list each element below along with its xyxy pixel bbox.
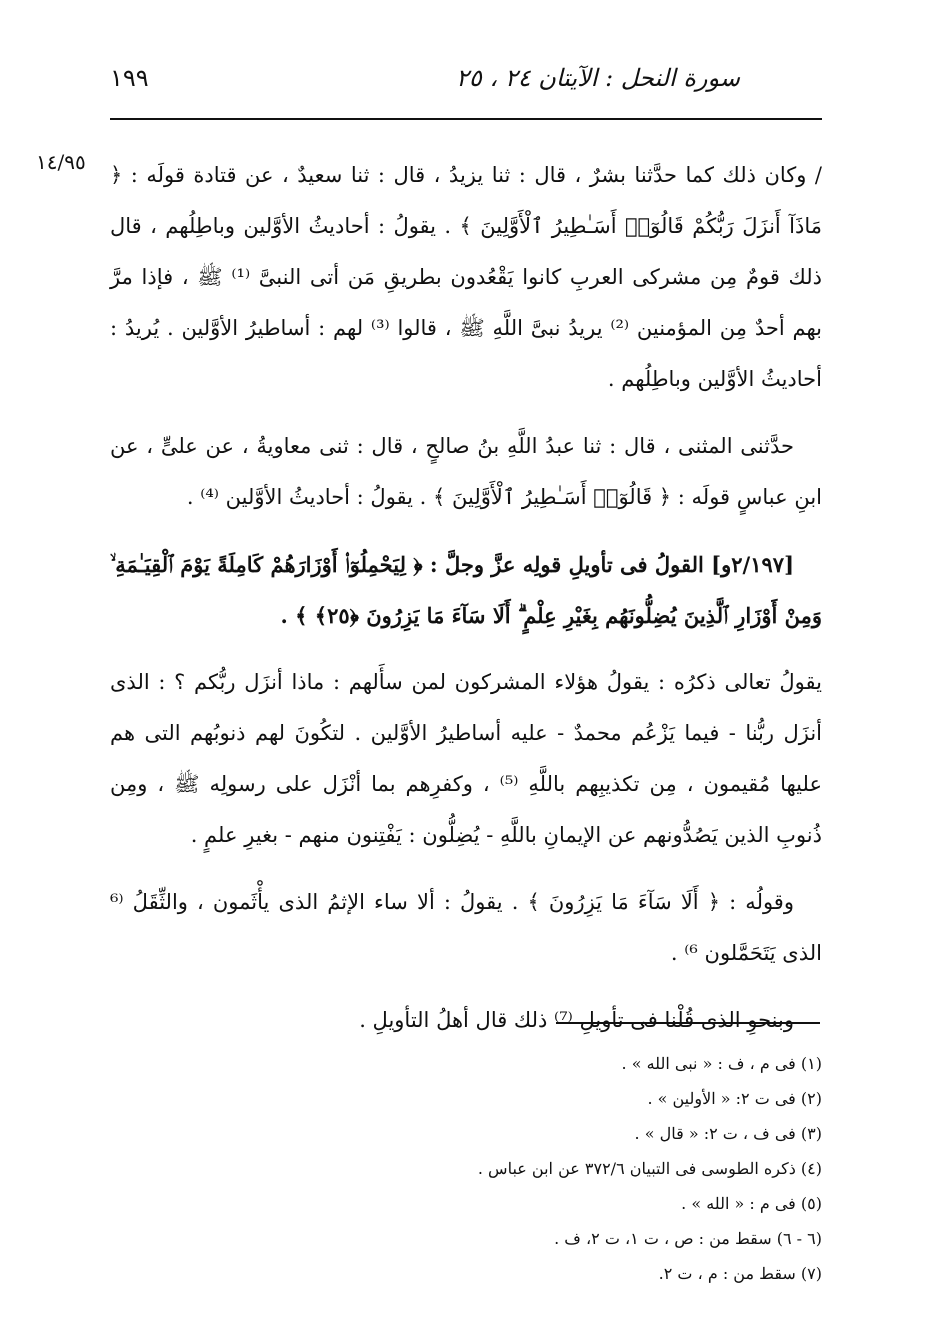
paragraph-2: حدَّثنى المثنى ، قال : ثنا عبدُ اللَّهِ بنُ صالحٍ ، قال : ثنى معاويةُ ، عن علىٍّ ، عن ابنِ عباسٍ قولَه : ﴿ قَالُوٓا۟ أَسَـٰطِيرُ ٱلْأَوَّلِينَ ﴾ . يقولُ : أحاديثُ الأوَّلين ⁽⁴⁾ . (110, 434, 822, 509)
footnote-rule (556, 1022, 820, 1024)
footnote-5: (٥) فى م : « الله » . (681, 1194, 822, 1213)
footnote-7: (٧) سقط من : م ، ت ٢. (658, 1264, 822, 1283)
page-number: ١٩٩ (110, 64, 149, 92)
footnote-6: (٦ - ٦) سقط من : ص ، ت ١، ت ٢، ف . (554, 1229, 822, 1248)
paragraph-1: / وكان ذلك كما حدَّثنا بشرٌ ، قال : ثنا يزيدُ ، قال : ثنا سعيدٌ ، عن قتادة قولَه : ﴿ مَاذَآ أَنزَلَ رَبُّكُمْ قَالُوٓا۟ أَسَـٰطِيرُ ٱلْأَوَّلِينَ ﴾ . يقولُ : أحاديثُ الأوَّلين وباطِلُهم ، قال ذلك قومٌ مِن مشركى العربِ كانوا يَقْعُدون بطريقِ مَن أتى النبىَّ ⁽¹⁾ ﷺ ، فإذا مرَّ بهم أحدٌ مِن المؤمنين ⁽²⁾ يريدُ نبىَّ اللَّهِ ﷺ ، قالوا ⁽³⁾ لهم : أساطيرُ الأوَّلين . يُريدُ : أحاديثُ الأوَّلين وباطِلُهم . (110, 163, 823, 391)
footnote-4: (٤) ذكره الطوسى فى التبيان ٣٧٢/٦ عن ابن عباس . (477, 1159, 822, 1178)
footnote-3: (٣) فى ف ، ت ٢: « قال » . (634, 1124, 822, 1143)
main-text (110, 150, 822, 1046)
header-title: سورة النحل : الآيتان ٢٤ ، ٢٥ (456, 64, 740, 92)
footnote-2: (٢) فى ت ٢: « الأولين » . (647, 1089, 822, 1108)
paragraph-5: وقولُه : ﴿ أَلَا سَآءَ مَا يَزِرُونَ ﴾ . يقولُ : ألا ساء الإثمُ الذى يأْثَمون ، والثِّقَلُ ⁽⁶ الذى يَتَحَمَّلون ⁶⁾ . (110, 890, 822, 965)
paragraph-4: يقولُ تعالى ذكرُه : يقولُ هؤلاء المشركون لمن سأَلهم : ماذا أنزَل ربُّكم ؟ : الذى أنزَل ربُّنا - فيما يَزْعُم محمدٌ - عليه أساطيرُ الأوَّلين . لتكُونَ لهم ذنوبُهم التى هم عليها مُقيمون ، مِن تكذيبِهم باللَّهِ ⁽⁵⁾ ، وكفرِهم بما أنْزَل على رسولِه ﷺ ، ومِن ذُنوبِ الذين يَصُدُّونهم عن الإيمانِ باللَّهِ - يُضِلُّون : يَفْتِنون منهم - بغيرِ علمٍ . (110, 670, 822, 847)
running-header (110, 64, 820, 108)
margin-reference: ١٤/٩٥ (36, 150, 86, 174)
footnotes (300, 1046, 822, 1291)
paragraph-3-heading: [٢/١٩٧و] القولُ فى تأويلِ قولِه عزَّ وجلَّ : ﴿ لِيَحْمِلُوٓا۟ أَوْزَارَهُمْ كَامِلَةً يَوْمَ ٱلْقِيَـٰمَةِ ۙ وَمِنْ أَوْزَارِ ٱلَّذِينَ يُضِلُّونَهُم بِغَيْرِ عِلْمٍ ۗ أَلَا سَآءَ مَا يَزِرُونَ ﴿٢٥﴾ ﴾ . (110, 552, 822, 628)
paragraph-6: وبنحوِ الذى قُلْنا فى تأويلِ ⁽⁷⁾ ذلك قال أهلُ التأويلِ . (359, 1008, 794, 1032)
header-rule (110, 118, 822, 120)
footnote-1: (١) فى م ، ف : « نبى الله » . (621, 1054, 822, 1073)
